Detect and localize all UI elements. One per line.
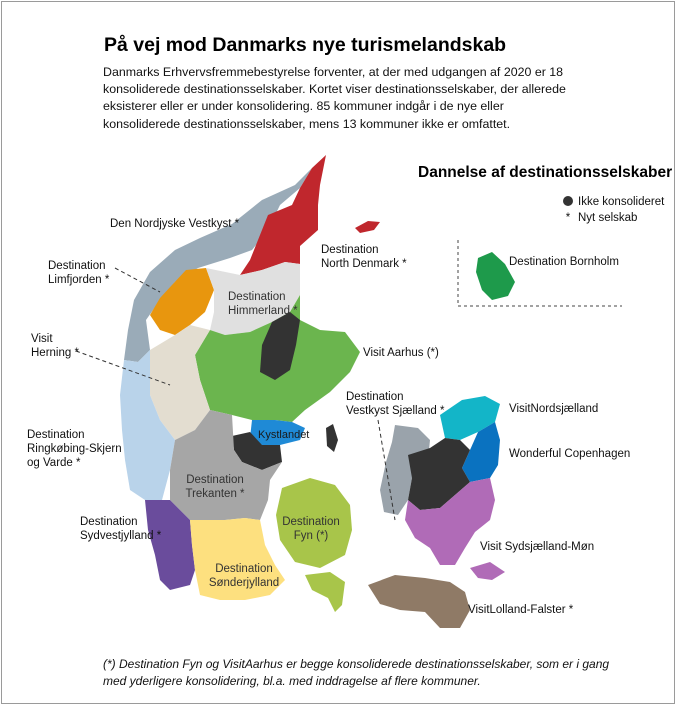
- footnote: (*) Destination Fyn og VisitAarhus er begge konsoliderede destinationsselskaber, som er i gang med yderligere konsolidering, bl.a. med inddragelse af flere kommuner.: [103, 657, 610, 688]
- label-herning-line2: Herning *: [31, 347, 79, 359]
- region-not-consolidated-samso: [326, 424, 338, 452]
- region-north-denmark-laeso: [355, 221, 380, 233]
- label-bornholm: Destination Bornholm: [509, 256, 619, 268]
- label-limfjorden: [48, 259, 109, 287]
- label-ringkobing-line2: Ringkøbing-Skjern: [27, 443, 122, 455]
- label-lolland-falster: VisitLolland-Falster *: [468, 604, 574, 616]
- label-limfjorden-line2: Limfjorden *: [48, 274, 110, 286]
- intro-text: Danmarks Erhvervsfremmebestyrelse forventer, at der med udgangen af 2020 er 18 konsoliderede destinationsselskaber. Kortet viser destinationsselskaber, der allerede eksisterer eller er under konsolidering. 85 kommuner indgår i de nye eller konsoliderede destinationsselskaber, mens 13 kommuner ikke er omfattet.: [103, 65, 566, 131]
- label-sydvestjylland-line2: Sydvestjylland *: [80, 530, 162, 542]
- label-himmerland-line1: Destination: [228, 291, 286, 303]
- label-ringkobing: [27, 428, 122, 470]
- label-nordsjaelland: VisitNordsjælland: [509, 403, 599, 415]
- label-sydvestjylland-line1: Destination: [80, 516, 138, 528]
- region-fyn-islands: [305, 572, 345, 612]
- label-himmerland: [228, 290, 298, 318]
- label-fyn: [280, 515, 342, 543]
- new-company-star-icon: *: [565, 212, 571, 224]
- label-sonderjylland-line1: Destination: [215, 563, 273, 575]
- label-fyn-line2: Fyn (*): [293, 530, 329, 542]
- label-kystlandet: Kystlandet: [258, 429, 310, 441]
- label-herning: [31, 332, 79, 360]
- label-vestkyst-sjaelland: [346, 390, 444, 418]
- page-title: På vej mod Danmarks nye turismelandskab: [104, 34, 507, 56]
- label-north-denmark-line2: North Denmark *: [321, 258, 407, 270]
- label-vestkyst-sjaelland-line2: Vestkyst Sjælland *: [346, 405, 445, 417]
- label-sonderjylland-line2: Sønderjylland: [208, 577, 280, 589]
- label-trekanten-line1: Destination: [186, 474, 244, 486]
- label-trekanten-line2: Trekanten *: [185, 488, 245, 500]
- legend-not-consolidated: [563, 196, 664, 208]
- region-mon: [470, 562, 505, 580]
- label-aarhus: Visit Aarhus (*): [363, 347, 439, 359]
- label-nordjyske-vestkyst: Den Nordjyske Vestkyst *: [110, 218, 240, 230]
- label-copenhagen: Wonderful Copenhagen: [509, 448, 631, 460]
- label-vestkyst-sjaelland-line1: Destination: [346, 391, 404, 403]
- region-lolland-falster: [368, 575, 470, 628]
- label-north-denmark: [321, 243, 407, 271]
- label-north-denmark-line1: Destination: [321, 244, 379, 256]
- not-consolidated-dot-icon: [563, 196, 573, 206]
- label-limfjorden-line1: Destination: [48, 260, 106, 272]
- label-sonderjylland: [206, 562, 282, 590]
- label-trekanten: [178, 473, 252, 501]
- legend-not-consolidated-label: Ikke konsolideret: [578, 196, 665, 208]
- label-herning-line1: Visit: [31, 333, 53, 345]
- label-ringkobing-line3: og Varde *: [27, 457, 81, 469]
- label-fyn-line1: Destination: [282, 516, 340, 528]
- label-sydvestjylland: [80, 515, 161, 543]
- legend-title: Dannelse af destinationsselskaber: [418, 164, 673, 181]
- label-sydsjaelland-mon: Visit Sydsjælland-Møn: [480, 541, 595, 553]
- legend-new-company: [563, 212, 637, 224]
- label-himmerland-line2: Himmerland *: [228, 305, 298, 317]
- label-ringkobing-line1: Destination: [27, 429, 85, 441]
- legend-new-company-label: Nyt selskab: [578, 212, 638, 224]
